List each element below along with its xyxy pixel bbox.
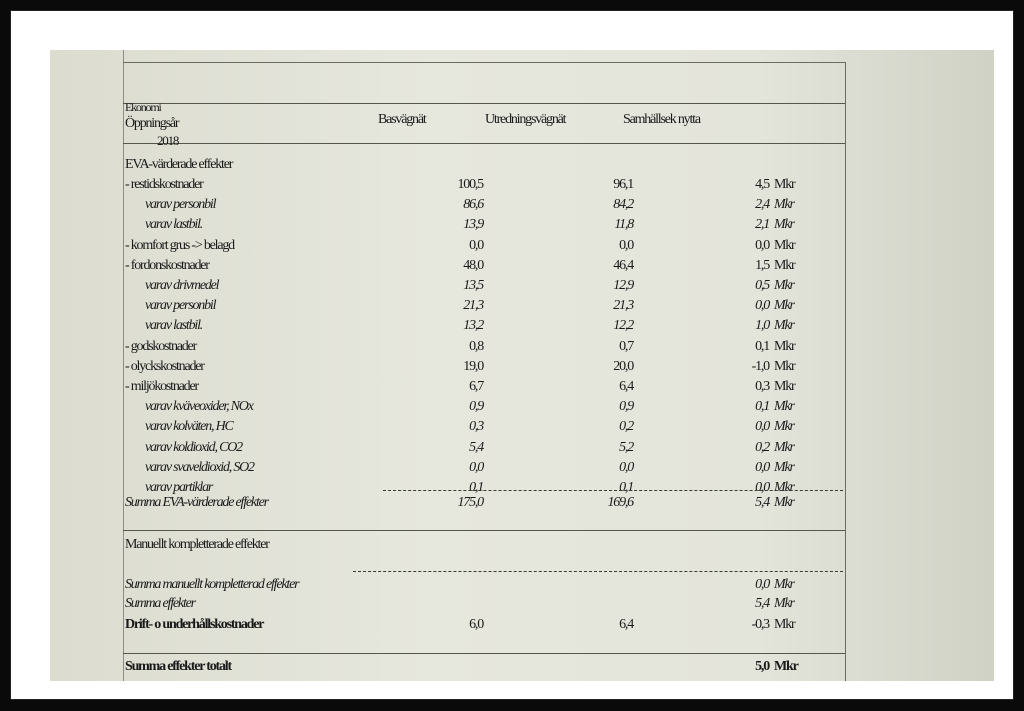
row-invest-value: 6,4 bbox=[619, 379, 633, 394]
row-base-value: 0,1 bbox=[469, 480, 483, 495]
spreadsheet-table bbox=[123, 62, 846, 681]
sum-eva-label: Summa EVA-värderade effekter bbox=[125, 495, 268, 510]
divider-line bbox=[123, 143, 845, 144]
row-benefit-value: 0,3 bbox=[755, 379, 769, 394]
row-unit: Mkr bbox=[774, 258, 795, 273]
maintenance-invest: 6,4 bbox=[619, 617, 633, 632]
opening-year-label: Öppningsår bbox=[125, 116, 179, 131]
row-label: varav partiklar bbox=[145, 480, 213, 495]
row-benefit-value: 0,0 bbox=[755, 480, 769, 495]
row-label: - fordonskostnader bbox=[125, 258, 209, 273]
row-label: varav personbil bbox=[145, 197, 216, 212]
row-label: varav kväveoxider, NOx bbox=[145, 399, 253, 414]
row-base-value: 0,3 bbox=[469, 419, 483, 434]
row-unit: Mkr bbox=[774, 339, 795, 354]
row-invest-value: 11,8 bbox=[614, 217, 633, 232]
section-title: Ekonomi bbox=[125, 100, 161, 114]
row-invest-value: 21,3 bbox=[613, 298, 633, 313]
row-unit: Mkr bbox=[774, 238, 795, 253]
row-benefit-value: 2,1 bbox=[755, 217, 769, 232]
row-unit: Mkr bbox=[774, 379, 795, 394]
row-base-value: 0,0 bbox=[469, 460, 483, 475]
row-unit: Mkr bbox=[774, 460, 794, 475]
row-unit: Mkr bbox=[774, 298, 794, 313]
total-unit: Mkr bbox=[774, 659, 798, 674]
row-base-value: 48,0 bbox=[463, 258, 483, 273]
row-label: varav svaveldioxid, SO2 bbox=[145, 460, 254, 475]
row-benefit-value: 0,2 bbox=[755, 440, 769, 455]
row-invest-value: 0,0 bbox=[619, 238, 633, 253]
row-base-value: 100,5 bbox=[457, 177, 483, 192]
column-header-benefit: Samhällsek nytta bbox=[623, 112, 700, 127]
row-benefit-value: 0,0 bbox=[755, 298, 769, 313]
column-header-base: Basvägnät bbox=[378, 112, 426, 127]
row-unit: Mkr bbox=[774, 318, 794, 333]
sum-manual-label: Summa manuellt kompletterad effekter bbox=[125, 577, 299, 592]
row-invest-value: 46,4 bbox=[613, 258, 633, 273]
row-unit: Mkr bbox=[774, 440, 794, 455]
row-benefit-value: 1,5 bbox=[755, 258, 769, 273]
opening-year-value: 2018 bbox=[157, 133, 179, 148]
row-label: varav drivmedel bbox=[145, 278, 219, 293]
manual-dashed-line bbox=[353, 571, 843, 572]
row-invest-value: 0,2 bbox=[619, 419, 633, 434]
row-invest-value: 12,9 bbox=[613, 278, 633, 293]
row-unit: Mkr bbox=[774, 419, 794, 434]
sum-effects-unit: Mkr bbox=[774, 596, 794, 611]
maintenance-benefit: -0,3 bbox=[751, 617, 769, 632]
row-benefit-value: 2,4 bbox=[755, 197, 769, 212]
row-benefit-value: 4,5 bbox=[755, 177, 769, 192]
row-base-value: 21,3 bbox=[463, 298, 483, 313]
divider-line bbox=[123, 530, 845, 531]
row-unit: Mkr bbox=[774, 197, 794, 212]
divider-line bbox=[123, 103, 845, 104]
sum-manual-unit: Mkr bbox=[774, 577, 794, 592]
row-unit: Mkr bbox=[774, 217, 794, 232]
row-label: varav lastbil. bbox=[145, 217, 203, 232]
row-base-value: 19,0 bbox=[463, 359, 483, 374]
row-label: varav lastbil. bbox=[145, 318, 203, 333]
row-invest-value: 0,1 bbox=[619, 480, 633, 495]
sum-eva-benefit: 5,4 bbox=[755, 495, 769, 510]
row-invest-value: 20,0 bbox=[613, 359, 633, 374]
document-photo bbox=[50, 50, 994, 681]
row-invest-value: 0,7 bbox=[619, 339, 633, 354]
row-benefit-value: 1,0 bbox=[755, 318, 769, 333]
row-label: - godskostnader bbox=[125, 339, 197, 354]
total-benefit: 5,0 bbox=[755, 659, 769, 674]
eva-header: EVA-värderade effekter bbox=[125, 157, 233, 172]
row-invest-value: 0,0 bbox=[619, 460, 633, 475]
row-unit: Mkr bbox=[774, 359, 795, 374]
row-benefit-value: -1,0 bbox=[751, 359, 769, 374]
column-header-investigation: Utredningsvägnät bbox=[485, 112, 566, 127]
row-base-value: 0,8 bbox=[469, 339, 483, 354]
row-base-value: 0,0 bbox=[469, 238, 483, 253]
row-benefit-value: 0,0 bbox=[755, 238, 769, 253]
row-base-value: 5,4 bbox=[469, 440, 483, 455]
row-benefit-value: 0,0 bbox=[755, 460, 769, 475]
row-invest-value: 12,2 bbox=[613, 318, 633, 333]
row-label: - olyckskostnader bbox=[125, 359, 204, 374]
sum-manual-benefit: 0,0 bbox=[755, 577, 769, 592]
row-base-value: 86,6 bbox=[463, 197, 483, 212]
row-benefit-value: 0,1 bbox=[755, 399, 769, 414]
row-base-value: 0,9 bbox=[469, 399, 483, 414]
row-invest-value: 84,2 bbox=[613, 197, 633, 212]
row-unit: Mkr bbox=[774, 399, 794, 414]
row-unit: Mkr bbox=[774, 177, 795, 192]
row-benefit-value: 0,5 bbox=[755, 278, 769, 293]
sum-eva-invest: 169,6 bbox=[607, 495, 633, 510]
row-benefit-value: 0,0 bbox=[755, 419, 769, 434]
row-label: varav koldioxid, CO2 bbox=[145, 440, 242, 455]
row-invest-value: 5,2 bbox=[619, 440, 633, 455]
row-unit: Mkr bbox=[774, 480, 794, 495]
row-label: varav kolväten, HC bbox=[145, 419, 233, 434]
sum-eva-base: 175,0 bbox=[457, 495, 483, 510]
row-invest-value: 96,1 bbox=[613, 177, 633, 192]
row-base-value: 13,9 bbox=[463, 217, 483, 232]
sum-eva-unit: Mkr bbox=[774, 495, 794, 510]
sum-effects-benefit: 5,4 bbox=[755, 596, 769, 611]
maintenance-label: Drift- o underhållskostnader bbox=[125, 617, 264, 632]
row-base-value: 13,2 bbox=[463, 318, 483, 333]
maintenance-unit: Mkr bbox=[774, 617, 795, 632]
row-invest-value: 0,9 bbox=[619, 399, 633, 414]
row-label: - restidskostnader bbox=[125, 177, 203, 192]
row-base-value: 6,7 bbox=[469, 379, 483, 394]
manual-header: Manuellt kompletterade effekter bbox=[125, 537, 269, 552]
sum-dashed-line bbox=[383, 490, 843, 491]
row-label: - komfort grus -> belagd bbox=[125, 238, 234, 253]
row-label: - miljökostnader bbox=[125, 379, 198, 394]
maintenance-base: 6,0 bbox=[469, 617, 483, 632]
total-label: Summa effekter totalt bbox=[125, 659, 231, 674]
row-unit: Mkr bbox=[774, 278, 794, 293]
row-benefit-value: 0,1 bbox=[755, 339, 769, 354]
divider-line bbox=[123, 653, 845, 654]
photo-frame bbox=[10, 10, 1014, 700]
row-base-value: 13,5 bbox=[463, 278, 483, 293]
sum-effects-label: Summa effekter bbox=[125, 596, 195, 611]
row-label: varav personbil bbox=[145, 298, 216, 313]
